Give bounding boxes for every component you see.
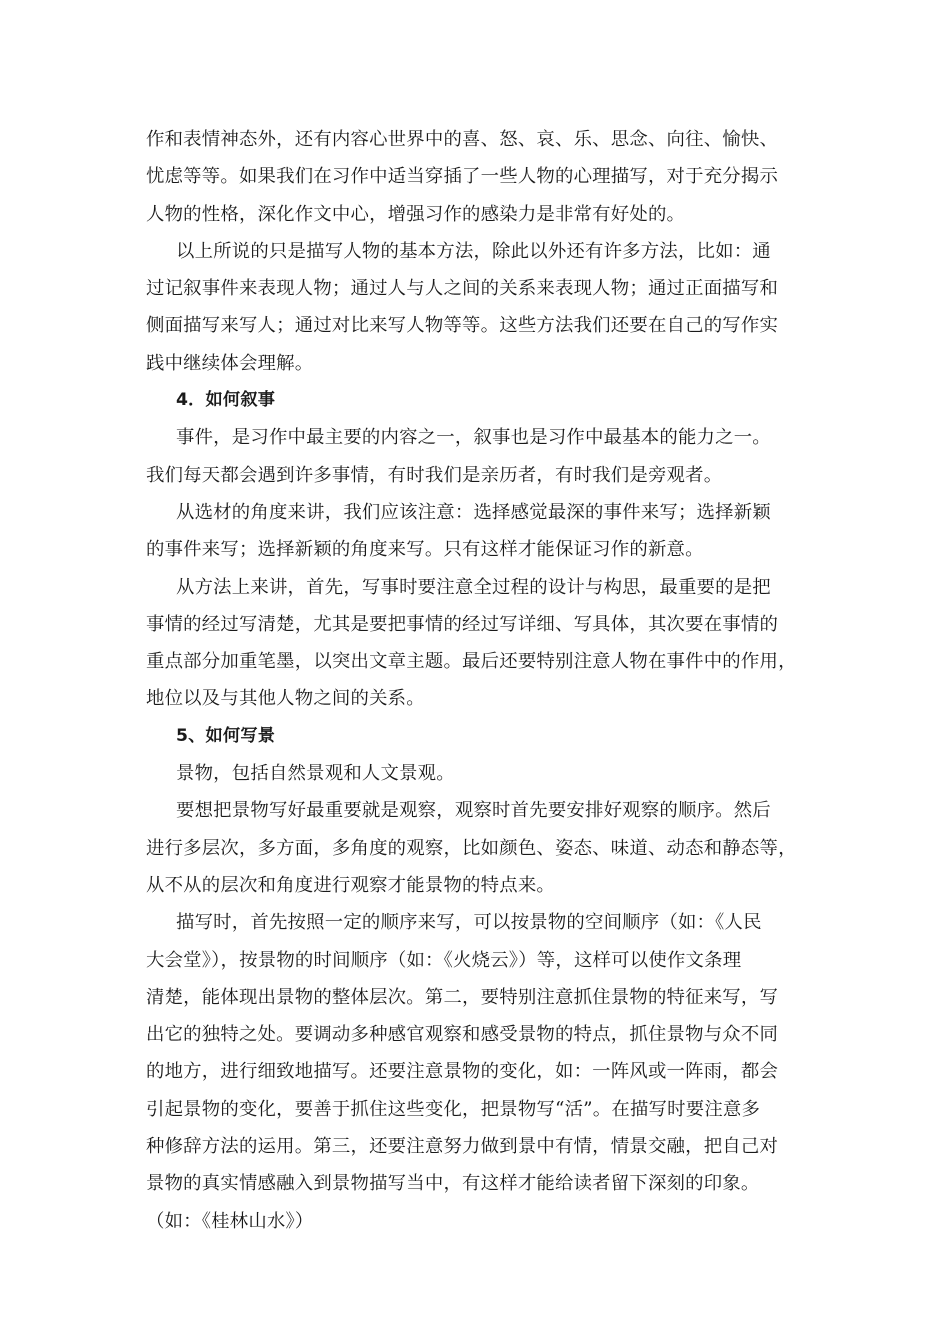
text-line: 侧面描写来写人；通过对比来写人物等等。这些方法我们还要在自己的写作实 xyxy=(146,315,779,337)
text-line: 践中继续体会理解。 xyxy=(146,352,314,374)
text-line: 清楚，能体现出景物的整体层次。第二，要特别注意抓住景物的特征来写，写 xyxy=(146,986,779,1008)
text-line: 出它的独特之处。要调动多种感官观察和感受景物的特点，抓住景物与众不同 xyxy=(146,1024,779,1046)
text-line: 事情的经过写清楚，尤其是要把事情的经过写详细、写具体，其次要在事情的 xyxy=(146,613,779,635)
text-line: 种修辞方法的运用。第三，还要注意努力做到景中有情，情景交融，把自己对 xyxy=(146,1136,779,1158)
text-line: 景物的真实情感融入到景物描写当中，有这样才能给读者留下深刻的印象。 xyxy=(146,1173,760,1195)
text-line: 忧虑等等。如果我们在习作中适当穿插了一些人物的心理描写，对于充分揭示 xyxy=(146,166,779,188)
text-line: 的地方，进行细致地描写。还要注意景物的变化，如：一阵风或一阵雨，都会 xyxy=(146,1061,779,1083)
text-line: 引起景物的变化，要善于抓住这些变化，把景物写“活”。在描写时要注意多 xyxy=(146,1098,761,1120)
text-line: 重点部分加重笔墨，以突出文章主题。最后还要特别注意人物在事件中的作用， xyxy=(146,651,797,673)
text-line: 作和表情神态外，还有内容心世界中的喜、怒、哀、乐、思念、向往、愉快、 xyxy=(146,129,779,150)
text-line: 地位以及与其他人物之间的关系。 xyxy=(146,688,425,710)
text-line: 人物的性格，深化作文中心，增强习作的感染力是非常有好处的。 xyxy=(146,203,686,225)
text-line: 过记叙事件来表现人物；通过人与人之间的关系来表现人物；通过正面描写和 xyxy=(146,278,779,300)
text-line: 进行多层次，多方面，多角度的观察，比如颜色、姿态、味道、动态和静态等， xyxy=(146,837,797,859)
text-line: 从选材的角度来讲，我们应该注意：选择感觉最深的事件来写；选择新颖 xyxy=(176,501,771,523)
text-line: 描写时，首先按照一定的顺序来写，可以按景物的空间顺序（如：《人民 xyxy=(176,912,762,934)
text-line: 大会堂》），按景物的时间顺序（如：《火烧云》）等，这样可以使作文条理 xyxy=(146,949,742,971)
text-line: 要想把景物写好最重要就是观察，观察时首先要安排好观察的顺序。然后 xyxy=(176,800,771,822)
text-line: 的事件来写；选择新颖的角度来写。只有这样才能保证习作的新意。 xyxy=(146,539,704,561)
text-line: 从方法上来讲，首先，写事时要注意全过程的设计与构思，最重要的是把 xyxy=(176,576,771,598)
text-line: 景物，包括自然景观和人文景观。 xyxy=(176,763,455,785)
text-line: 我们每天都会遇到许多事情，有时我们是亲历者，有时我们是旁观者。 xyxy=(146,464,723,486)
text-line: （如：《桂林山水》） xyxy=(146,1210,314,1232)
text-line: 事件，是习作中最主要的内容之一，叙事也是习作中最基本的能力之一。 xyxy=(176,427,771,449)
text-line: 以上所说的只是描写人物的基本方法，除此以外还有许多方法，比如：通 xyxy=(176,240,771,262)
section-heading: 5、如何写景 xyxy=(176,725,276,746)
section-heading: 4．如何叙事 xyxy=(176,390,276,411)
text-line: 从不从的层次和角度进行观察才能景物的特点来。 xyxy=(146,874,555,896)
document-body xyxy=(146,121,806,1240)
